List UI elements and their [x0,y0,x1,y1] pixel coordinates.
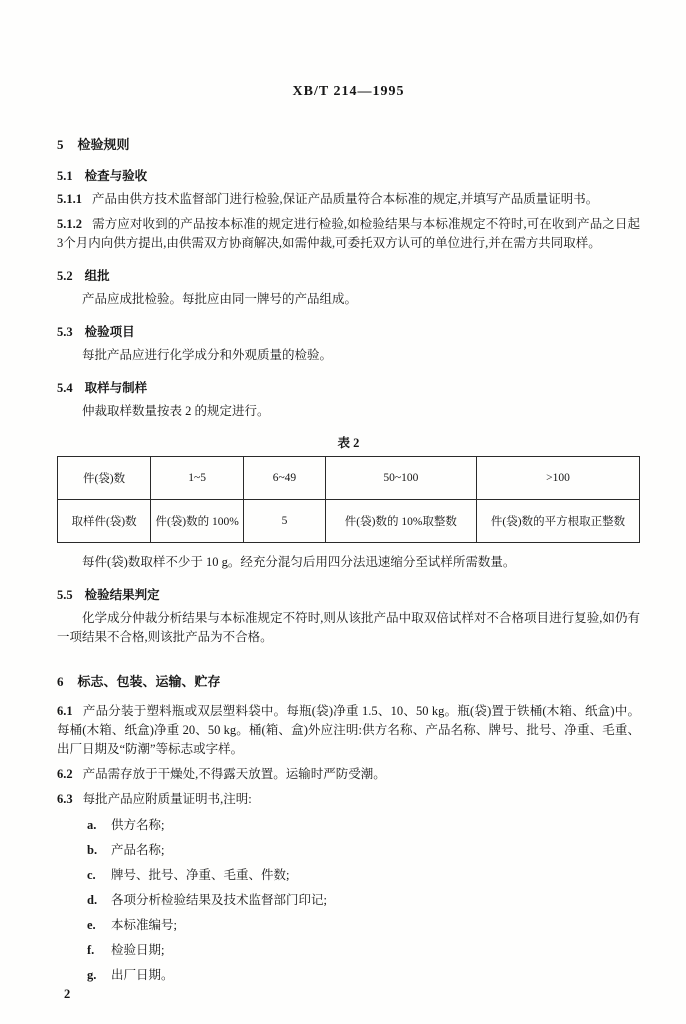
clause-5-5-text: 化学成分仲裁分析结果与本标准规定不符时,则从该批产品中取双倍试样对不合格项目进行复验,如仍有一项结果不合格,则该批产品为不合格。 [57,611,640,644]
list-item [57,841,640,859]
table-header-cell: 1~5 [151,457,244,500]
clause-5-5-heading [57,585,640,603]
list-item [57,866,640,884]
clause-5-3-number: 5.3 [57,325,73,339]
clause-5-1-1-text: 产品由供方技术监督部门进行检验,保证产品质量符合本标准的规定,并填写产品质量证明书。 [92,192,599,206]
table-cell: 件(袋)数的 100% [151,500,244,543]
table-row [58,457,640,500]
list-item-text: 检验日期; [111,943,165,957]
clause-5-2-text: 产品应成批检验。每批应由同一牌号的产品组成。 [82,292,358,306]
clause-6-2 [57,765,640,784]
clause-5-1-2-text: 需方应对收到的产品按本标准的规定进行检验,如检验结果与本标准规定不符时,可在收到产品之日起3个月内向供方提出,由供需双方协商解决,如需仲裁,可委托双方认可的单位进行,并在需方共同取样。 [57,217,640,250]
clause-5-1-heading [57,166,640,184]
clause-5-5-title: 检验结果判定 [84,588,160,602]
list-item-label: e. [87,918,96,932]
table-2-caption: 表 2 [337,436,360,450]
table-header-cell: >100 [477,457,640,500]
list-item [57,816,640,834]
table-cell: 5 [244,500,325,543]
clause-6-1-text: 产品分装于塑料瓶或双层塑料袋中。每瓶(袋)净重 1.5、10、50 kg。瓶(袋)置于铁桶(木箱、纸盒)中。每桶(木箱、纸盒)净重 20、50 kg。桶(箱、盒)外应注明:供方名称、产品名称、牌号、批号、净重、毛重、出厂日期及“防潮”等标志或字样。 [57,704,640,756]
clause-5-3-heading [57,322,640,340]
table-cell: 取样件(袋)数 [58,500,151,543]
section-5-title: 检验规则 [77,137,130,152]
list-item-text: 牌号、批号、净重、毛重、件数; [111,868,290,882]
list-item [57,916,640,934]
clause-5-5-number: 5.5 [57,588,73,602]
clause-5-4-number: 5.4 [57,381,73,395]
clause-6-3 [57,790,640,809]
section-6-heading [57,671,640,690]
list-item-text: 各项分析检验结果及技术监督部门印记; [111,893,327,907]
standard-number-header: XB/T 214—1995 [292,84,405,99]
table-cell: 件(袋)数的平方根取正整数 [477,500,640,543]
clause-5-2-number: 5.2 [57,269,73,283]
list-item-label: g. [87,968,97,982]
clause-6-1 [57,702,640,759]
table-header-cell: 6~49 [244,457,325,500]
after-table-note: 每件(袋)数取样不少于 10 g。经充分混匀后用四分法迅速缩分至试样所需数量。 [82,555,516,569]
table-header-cell: 50~100 [325,457,476,500]
clause-6-1-number: 6.1 [57,704,73,718]
list-item [57,941,640,959]
clause-5-1-1 [57,190,640,209]
clause-5-1-number: 5.1 [57,169,73,183]
clause-5-4-text: 仲裁取样数量按表 2 的规定进行。 [82,404,270,418]
list-item-text: 本标准编号; [111,918,177,932]
list-item-text: 供方名称; [111,818,165,832]
clause-5-4-title: 取样与制样 [84,381,148,395]
clause-6-2-number: 6.2 [57,767,73,781]
list-item-text: 产品名称; [111,843,165,857]
page-number: 2 [64,987,71,1001]
list-item [57,966,640,984]
table-row [58,500,640,543]
list-item-label: b. [87,843,98,857]
clause-5-2-title: 组批 [84,269,110,283]
clause-5-3-text: 每批产品应进行化学成分和外观质量的检验。 [82,348,333,362]
section-6-number: 6 [57,674,64,689]
clause-5-2-heading [57,266,640,284]
clause-5-3-title: 检验项目 [84,325,135,339]
list-item-label: a. [87,818,97,832]
sampling-table [57,456,640,543]
clause-6-2-text: 产品需存放于干燥处,不得露天放置。运输时严防受潮。 [82,767,386,781]
clause-5-1-title: 检查与验收 [84,169,148,183]
clause-5-1-2 [57,215,640,253]
list-item-label: f. [87,943,95,957]
section-5-number: 5 [57,137,64,152]
clause-5-1-2-number: 5.1.2 [57,217,82,231]
table-cell: 件(袋)数的 10%取整数 [325,500,476,543]
list-item-label: d. [87,893,98,907]
list-item-text: 出厂日期。 [111,968,174,982]
clause-5-1-1-number: 5.1.1 [57,192,82,206]
list-item-label: c. [87,868,96,882]
section-5-heading [57,134,640,153]
table-header-cell: 件(袋)数 [58,457,151,500]
clause-5-4-heading [57,378,640,396]
section-6-title: 标志、包装、运输、贮存 [77,674,221,689]
document-content [57,0,640,1024]
clause-6-3-number: 6.3 [57,792,73,806]
clause-6-3-text: 每批产品应附质量证明书,注明: [82,792,252,806]
list-item [57,891,640,909]
